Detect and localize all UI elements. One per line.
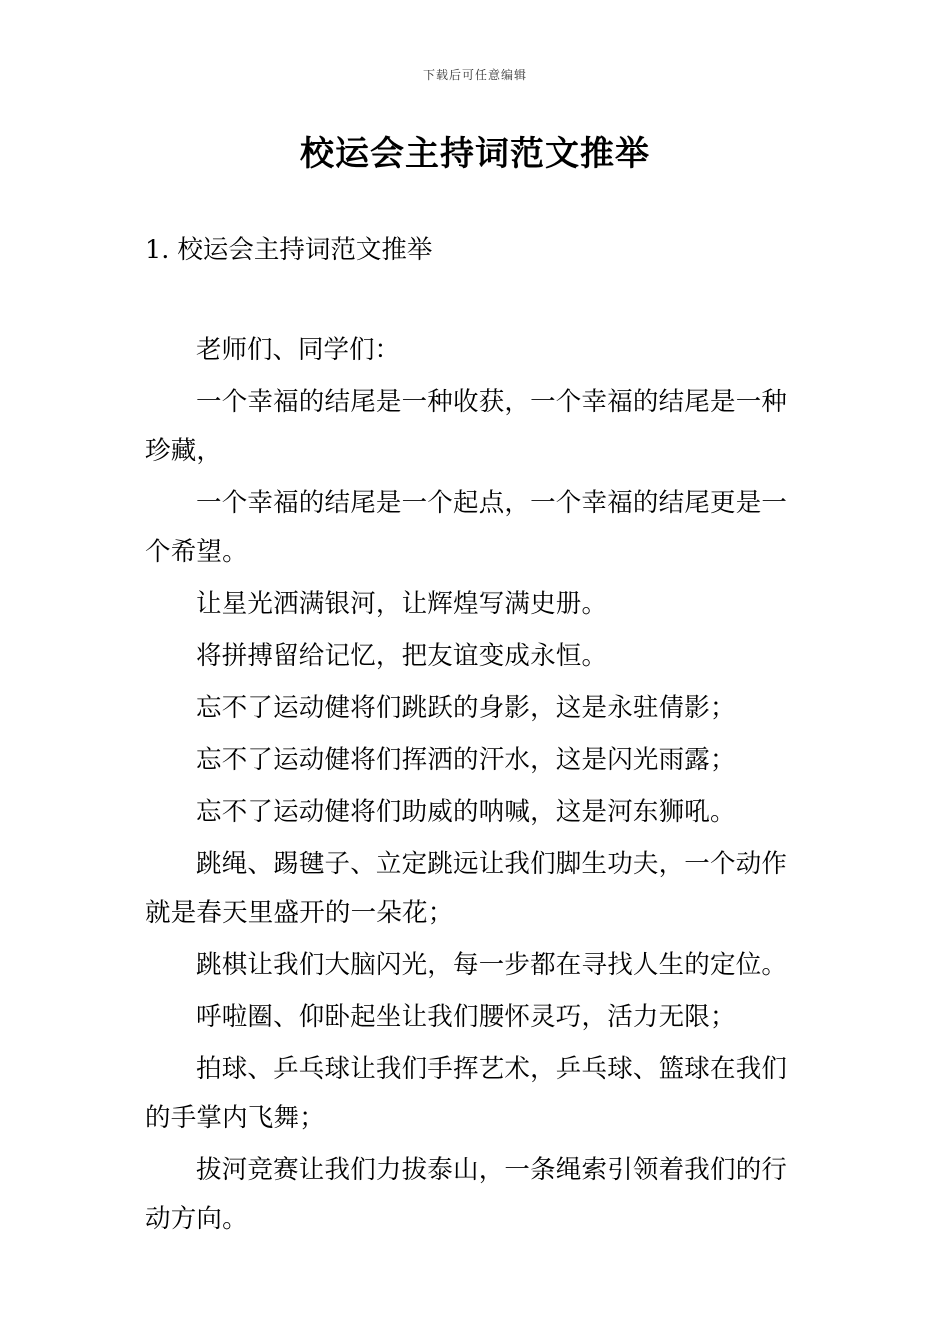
document-body xyxy=(145,226,810,1244)
paragraph: 跳棋让我们大脑闪光，每一步都在寻找人生的定位。 xyxy=(196,950,788,980)
paragraph: 跳绳、踢毽子、立定跳远让我们脚生功夫，一个动作就是春天里盛开的一朵花； xyxy=(145,849,788,928)
paragraph: 让星光洒满银河，让辉煌写满史册。 xyxy=(196,589,608,619)
paragraph: 将拼搏留给记忆，把友谊变成永恒。 xyxy=(196,641,608,671)
spacer xyxy=(145,275,810,326)
paragraph: 拔河竞赛让我们力拔泰山，一条绳索引领着我们的行动方向。 xyxy=(145,1155,788,1234)
page-title: 校运会主持词范文推举 xyxy=(300,134,650,174)
paragraph: 呼啦圈、仰卧起坐让我们腰怀灵巧，活力无限； xyxy=(196,1002,736,1032)
salutation: 老师们、同学们： xyxy=(196,335,401,365)
paragraph: 忘不了运动健将们挥洒的汗水，这是闪光雨露； xyxy=(196,745,736,775)
paragraph: 一个幸福的结尾是一个起点，一个幸福的结尾更是一个希望。 xyxy=(145,488,788,567)
header-note: 下载后可任意编辑 xyxy=(422,68,527,82)
paragraph: 忘不了运动健将们跳跃的身影，这是永驻倩影； xyxy=(196,693,736,723)
section-heading: 1. 校运会主持词范文推举 xyxy=(145,235,433,265)
paragraph: 忘不了运动健将们助威的呐喊，这是河东狮吼。 xyxy=(196,797,736,827)
paragraph: 一个幸福的结尾是一种收获，一个幸福的结尾是一种珍藏， xyxy=(145,387,788,466)
paragraph: 拍球、乒乓球让我们手挥艺术，乒乓球、篮球在我们的手掌内飞舞； xyxy=(145,1054,788,1133)
